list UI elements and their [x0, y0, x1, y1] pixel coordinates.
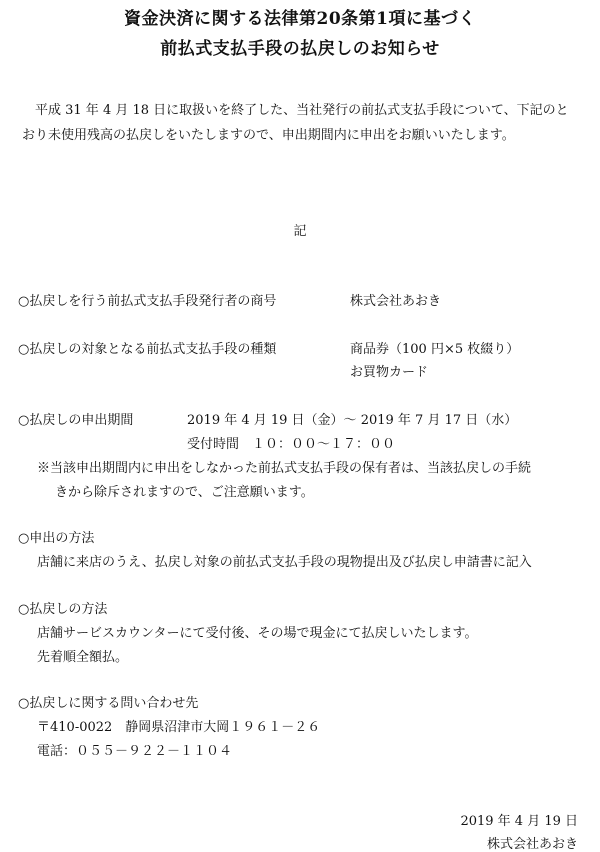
refund-text-line2: 先着順全額払。: [37, 650, 129, 665]
notice-title-line1: 資金決済に関する法律第20条第1項に基づく: [124, 9, 476, 29]
ki-heading: 記: [293, 224, 307, 239]
type-label: ○払戻しの対象となる前払式支払手段の種類: [18, 342, 277, 357]
refund-label: ○払戻しの方法: [18, 602, 108, 617]
period-note-line1: ※当該申出期間内に申出をしなかった前払式支払手段の保有者は、当該払戻しの手続: [37, 461, 532, 476]
issue-date: 2019 年 4 月 19 日: [460, 814, 578, 829]
contact-address: 〒410-0022 静岡県沼津市大岡１９６１－２６: [37, 720, 321, 735]
notice-title-line2: 前払式支払手段の払戻しのお知らせ: [160, 39, 440, 59]
contact-label: ○払戻しに関する問い合わせ先: [18, 696, 199, 711]
period-label: ○払戻しの申出期間: [18, 413, 134, 428]
issuer-signature: 株式会社あおき: [486, 837, 578, 852]
method-text: 店舗に来店のうえ、払戻し対象の前払式支払手段の現物提出及び払戻し申請書に記入: [37, 555, 532, 570]
issuer-label: ○払戻しを行う前払式支払手段発行者の商号: [18, 294, 277, 309]
intro-paragraph: 平成 31 年 4 月 18 日に取扱いを終了した、当社発行の前払式支払手段について、下記のとおり未使用残高の払戻しをいたしますので、申出期間内に申出をお願いいたします。: [22, 103, 569, 143]
type-value-voucher: 商品券（100 円×5 枚綴り）: [350, 342, 520, 357]
refund-text-line1: 店舗サービスカウンターにて受付後、その場で現金にて払戻しいたします。: [37, 626, 478, 641]
issuer-value: 株式会社あおき: [350, 294, 442, 309]
period-hours: 受付時間 １０：００～１７：００: [187, 437, 396, 452]
type-value-card: お買物カード: [350, 365, 429, 380]
contact-phone: 電話：０５５－９２２－１１０４: [37, 744, 233, 759]
method-label: ○申出の方法: [18, 531, 95, 546]
period-note-line2: きから除斥されますので、ご注意願います。: [55, 485, 314, 500]
period-value: 2019 年 4 月 19 日（金）～ 2019 年 7 月 17 日（水）: [187, 413, 518, 428]
